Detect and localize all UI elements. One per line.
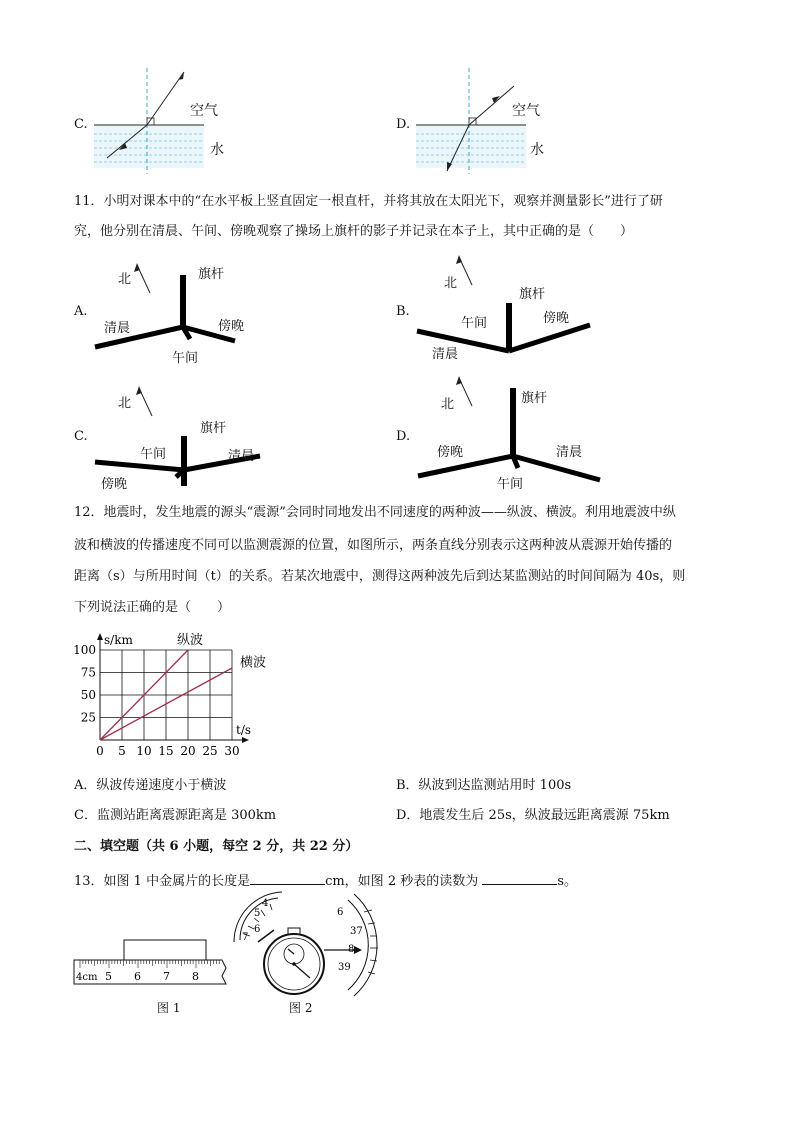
y-tick-label: 75	[80, 665, 96, 680]
big-dial-37: 37	[350, 926, 363, 937]
metal-strip	[124, 940, 206, 960]
q11-a-north: 北	[118, 272, 132, 287]
y-tick-label: 25	[80, 710, 96, 725]
ruler-label-4cm: 4cm	[76, 972, 98, 983]
q11-d-pole: 旗杆	[521, 391, 548, 406]
q11-c-north: 北	[118, 396, 132, 411]
q11-b-morning: 清晨	[432, 347, 459, 362]
q10-option-d-label: D.	[396, 117, 411, 132]
q11-b-pole: 旗杆	[519, 287, 546, 302]
q11-option-d-diagram	[412, 368, 612, 488]
q11-a-evening: 傍晚	[218, 319, 245, 334]
small-dial-5: 5	[254, 908, 261, 919]
q11-a-morning: 清晨	[104, 321, 131, 336]
q11-d-noon: 午间	[497, 477, 524, 492]
q11-a-noon: 午间	[172, 351, 199, 366]
q10-option-c-label: C.	[74, 117, 88, 132]
q13-text-a: 13．如图 1 中金属片的长度是	[74, 874, 251, 889]
q11-text-line1: 11．小明对课本中的“在水平板上竖直固定一根直杆，并将其放在太阳光下，观察并测量影长”进行了研	[74, 194, 663, 209]
q12-option-b: B．纵波到达监测站用时 100s	[396, 778, 572, 793]
q11-option-c-label: C.	[74, 429, 88, 444]
ruler-label-5: 5	[105, 970, 112, 983]
q10-option-c-diagram	[92, 66, 232, 176]
q10-d-water-label: 水	[530, 142, 544, 158]
small-dial-7: 7	[242, 932, 249, 943]
stopwatch-figure	[230, 890, 390, 1002]
q11-option-b-label: B.	[396, 304, 410, 319]
q11-b-evening: 傍晚	[543, 311, 570, 326]
y-axis-label: s/km	[104, 633, 133, 647]
q11-b-north: 北	[444, 276, 458, 291]
q11-option-c-diagram	[90, 378, 270, 488]
distance-time-chart	[70, 626, 280, 766]
q10-c-water-label: 水	[210, 142, 224, 158]
x-axis-arrow	[242, 737, 249, 743]
ruler-label-7: 7	[163, 970, 170, 983]
q11-a-pole: 旗杆	[198, 267, 225, 282]
x-tick-label: 5	[118, 744, 126, 758]
q11-c-evening: 傍晚	[101, 477, 128, 492]
section-2-heading: 二、填空题（共 6 小题，每空 2 分，共 22 分）	[74, 839, 359, 854]
big-dial-6: 6	[337, 907, 344, 918]
series-label-transverse-wave: 横波	[240, 655, 267, 671]
y-tick-label: 100	[73, 643, 96, 657]
q11-c-morning: 清晨	[228, 449, 255, 464]
q13-blank-1[interactable]	[250, 872, 325, 885]
x-tick-label: 25	[202, 744, 218, 758]
big-dial-8: 8	[348, 944, 355, 955]
x-tick-label: 30	[224, 744, 240, 758]
q11-b-noon: 午间	[461, 316, 488, 331]
ruler-figure	[72, 934, 228, 992]
x-tick-label: 15	[158, 744, 174, 758]
q11-option-d-label: D.	[396, 429, 411, 444]
q11-option-a-diagram	[90, 255, 250, 365]
q11-c-noon: 午间	[140, 447, 167, 462]
q12-text-line3: 距离（s）与所用时间（t）的关系。若某次地震中，测得这两种波先后到达某监测站的时间间隔为 40s，则	[74, 569, 686, 584]
fig2-caption: 图 2	[289, 1001, 313, 1015]
small-dial-6: 6	[254, 924, 261, 935]
x-tick-label: 0	[96, 744, 104, 758]
q11-text-line2: 究，他分别在清晨、午间、傍晚观察了操场上旗杆的影子并记录在本子上，其中正确的是（ ）	[74, 224, 634, 239]
fig1-caption: 图 1	[157, 1001, 181, 1015]
q12-text-line2: 波和横波的传播速度不同可以监测震源的位置，如图所示，两条直线分别表示这两种波从震源开始传播的	[74, 538, 673, 553]
q12-option-d: D．地震发生后 25s，纵波最远距离震源 75km	[396, 808, 670, 823]
q11-d-evening: 傍晚	[437, 445, 464, 460]
y-tick-label: 50	[80, 688, 96, 702]
q11-d-morning: 清晨	[556, 445, 583, 460]
q11-d-north: 北	[441, 397, 455, 412]
q13-text-b: cm，如图 2 秒表的读数为	[325, 874, 479, 889]
q12-text-line1: 12．地震时，发生地震的源头“震源”会同时同地发出不同速度的两种波——纵波、横波。利用地震波中纵	[74, 505, 676, 520]
q10-d-air-label: 空气	[512, 103, 540, 119]
q13-text	[74, 872, 577, 888]
q11-option-a-label: A.	[74, 304, 88, 319]
x-axis-label: t/s	[236, 723, 252, 737]
q11-c-pole: 旗杆	[200, 421, 227, 436]
series-label-longitudinal-wave: 纵波	[177, 633, 204, 648]
q13-text-c: s。	[557, 874, 578, 889]
x-tick-label: 20	[180, 744, 196, 758]
q10-c-air-label: 空气	[190, 103, 218, 119]
ruler-label-8: 8	[192, 970, 199, 983]
q12-text-line4: 下列说法正确的是（ ）	[74, 600, 231, 615]
q12-option-a: A．纵波传递速度小于横波	[74, 778, 227, 793]
y-axis-arrow	[97, 633, 103, 640]
q10-option-d-diagram	[414, 66, 554, 176]
x-tick-label: 10	[136, 744, 152, 758]
q12-option-c: C．监测站距离震源距离是 300km	[74, 808, 277, 823]
ruler-label-6: 6	[134, 970, 141, 983]
small-dial-4: 4	[262, 898, 269, 909]
big-dial-39: 39	[338, 962, 351, 973]
q13-blank-2[interactable]	[482, 872, 557, 885]
